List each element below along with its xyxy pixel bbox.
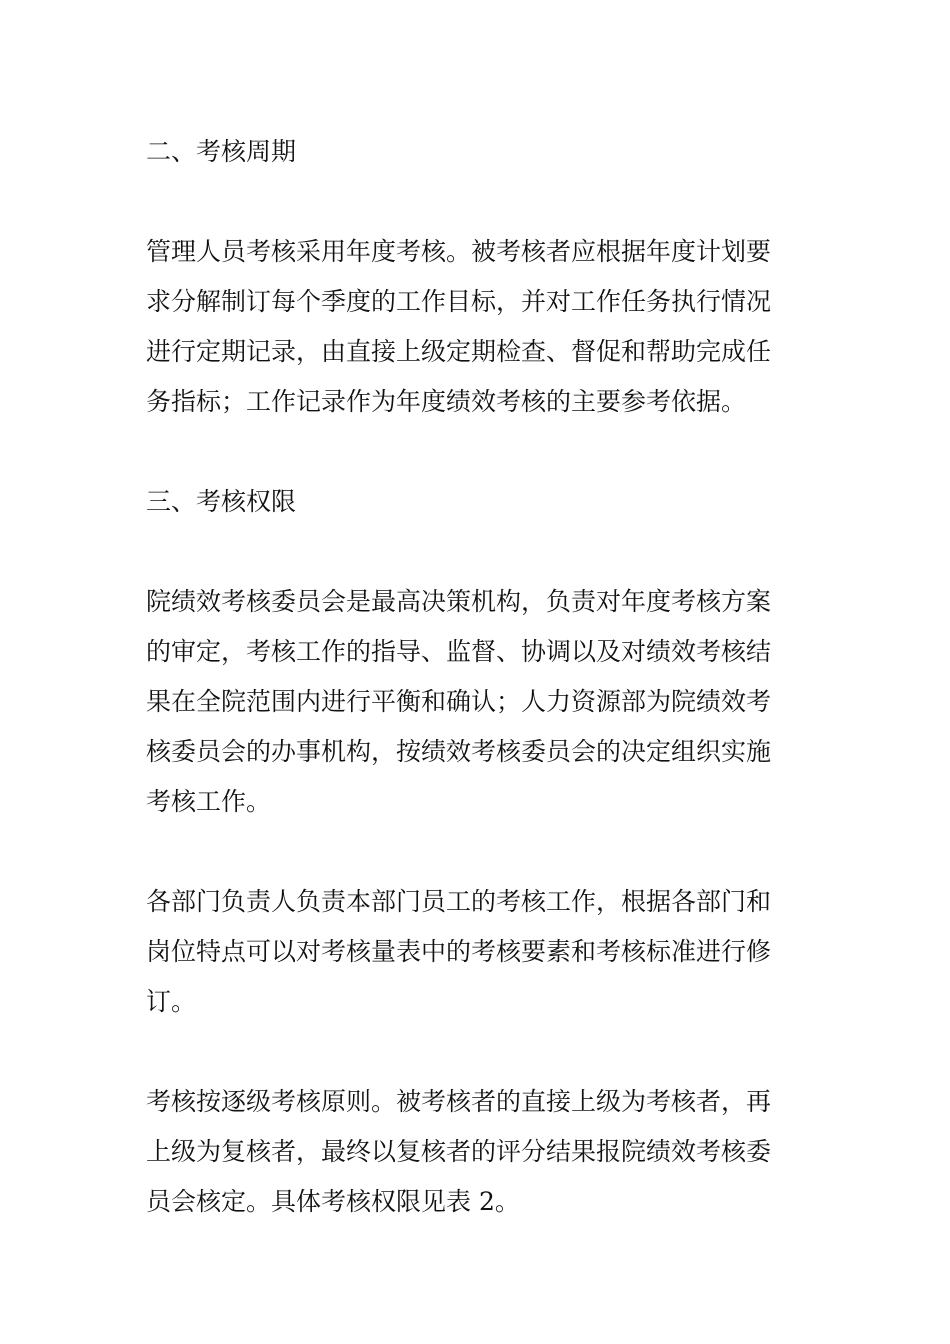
paragraph-department-heads [146, 877, 806, 1027]
paragraph-line: 求分解制订每个季度的工作目标，并对工作任务执行情况 [146, 287, 772, 316]
paragraph-line: 核委员会的办事机构，按绩效考核委员会的决定组织实施 [146, 737, 772, 766]
paragraph-line: 院绩效考核委员会是最高决策机构，负责对年度考核方案 [146, 587, 772, 616]
paragraph-line: 管理人员考核采用年度考核。被考核者应根据年度计划要 [146, 237, 772, 266]
paragraph-level-by-level [146, 1077, 806, 1227]
paragraph-line: 进行定期记录，由直接上级定期检查、督促和帮助完成任 [146, 337, 772, 366]
paragraph-line: 上级为复核者，最终以复核者的评分结果报院绩效考核委 [146, 1137, 772, 1166]
paragraph-committee [146, 577, 806, 827]
paragraph-line: 的审定，考核工作的指导、监督、协调以及对绩效考核结 [146, 637, 772, 666]
paragraph-assessment-period [146, 227, 806, 427]
section-heading-assessment-authority: 三、考核权限 [146, 487, 297, 516]
paragraph-line: 岗位特点可以对考核量表中的考核要素和考核标准进行修 [146, 937, 772, 966]
paragraph-line: 务指标；工作记录作为年度绩效考核的主要参考依据。 [146, 387, 747, 416]
paragraph-line: 订。 [146, 987, 197, 1016]
paragraph-line: 果在全院范围内进行平衡和确认；人力资源部为院绩效考 [146, 687, 772, 716]
section-heading-assessment-period: 二、考核周期 [146, 137, 297, 166]
paragraph-line: 各部门负责人负责本部门员工的考核工作，根据各部门和 [146, 887, 772, 916]
paragraph-line: 考核工作。 [146, 787, 272, 816]
paragraph-line: 考核按逐级考核原则。被考核者的直接上级为考核者，再 [146, 1087, 772, 1116]
document-page [146, 127, 806, 1277]
paragraph-line: 员会核定。具体考核权限见表 2。 [146, 1187, 520, 1216]
